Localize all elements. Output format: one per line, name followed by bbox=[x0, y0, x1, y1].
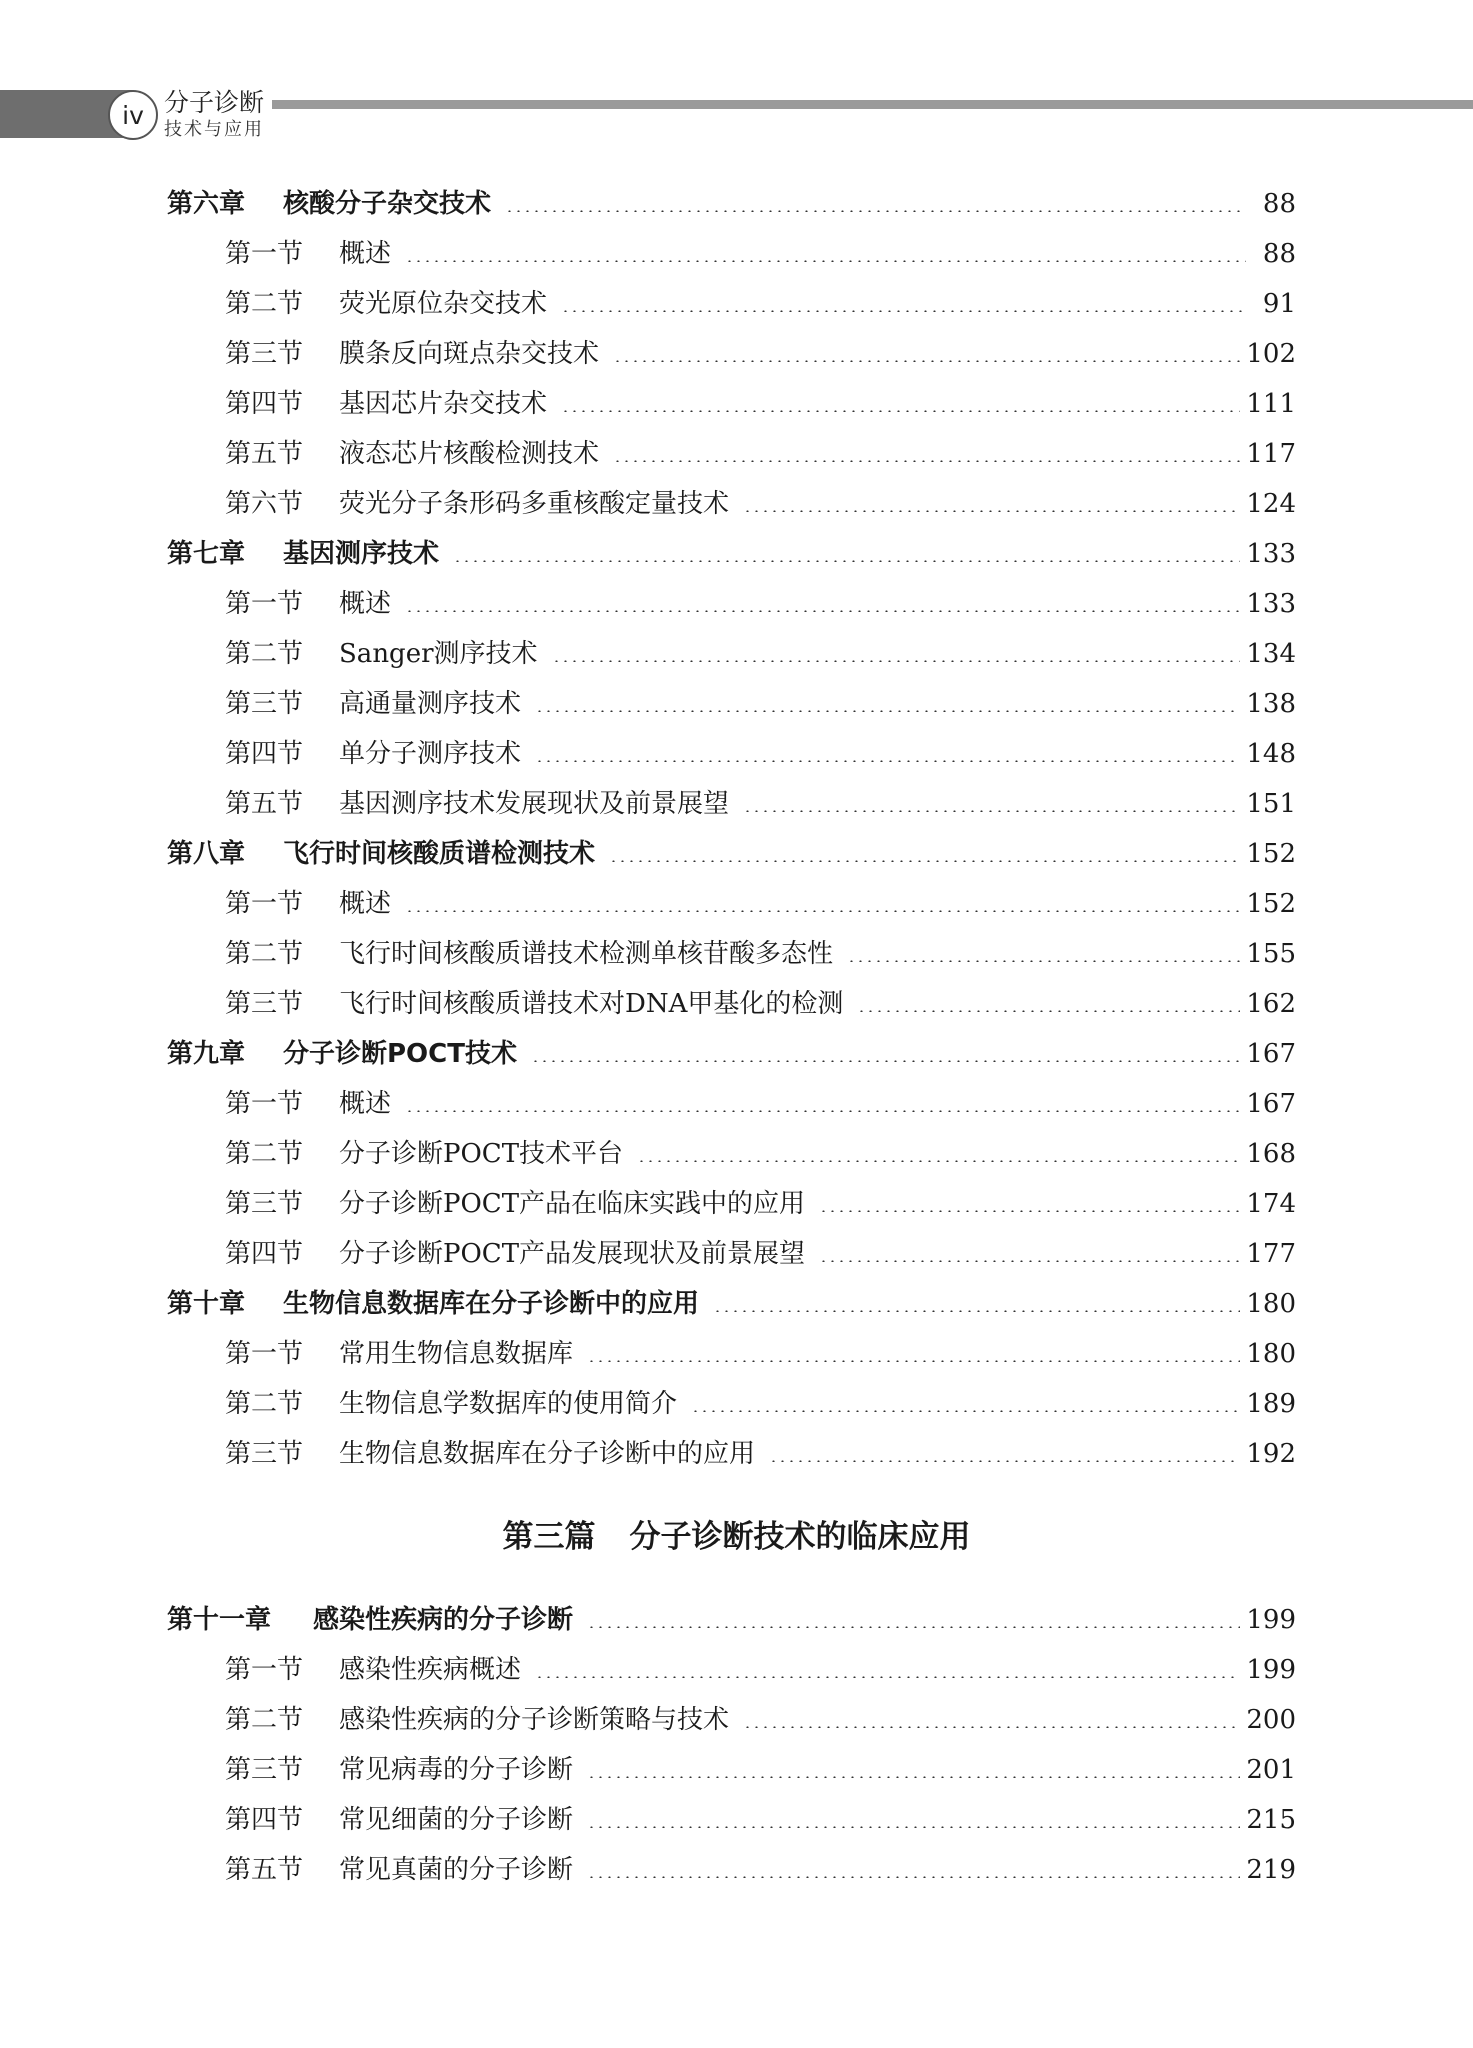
toc-entry-title: 液态芯片核酸检测技术 bbox=[339, 439, 600, 469]
toc-entry-title: 概述 bbox=[339, 239, 392, 269]
toc-section-row[interactable] bbox=[225, 1134, 1296, 1174]
toc-section-row[interactable] bbox=[225, 1800, 1296, 1840]
toc-entry-title: 概述 bbox=[339, 589, 392, 619]
toc-section-row[interactable] bbox=[225, 734, 1296, 774]
toc-entry-title: 分子诊断POCT技术平台 bbox=[339, 1139, 624, 1169]
toc-entry-page: 88 bbox=[1262, 189, 1296, 219]
dot-leader bbox=[453, 560, 1240, 562]
toc-section-row[interactable] bbox=[225, 1084, 1296, 1124]
toc-entry-title: 基因芯片杂交技术 bbox=[339, 389, 548, 419]
toc-section-row[interactable] bbox=[225, 784, 1296, 824]
toc-section-row[interactable] bbox=[225, 384, 1296, 424]
toc-entry-page: 151 bbox=[1246, 789, 1296, 819]
toc-entry-title: 基因测序技术 bbox=[283, 539, 440, 569]
toc-entry-page: 162 bbox=[1246, 989, 1296, 1019]
dot-leader bbox=[743, 810, 1240, 812]
toc-entry-label: 第四节 bbox=[225, 389, 304, 419]
toc-section-row[interactable] bbox=[225, 334, 1296, 374]
toc-entry-page: 200 bbox=[1246, 1705, 1296, 1735]
toc-entry-label: 第六章 bbox=[167, 189, 246, 219]
dot-leader bbox=[587, 1360, 1240, 1362]
toc-entry-page: 124 bbox=[1246, 489, 1296, 519]
toc-entry-title: 感染性疾病的分子诊断 bbox=[313, 1605, 574, 1635]
toc-entry-label: 第二节 bbox=[225, 289, 304, 319]
toc-entry-label: 第二节 bbox=[225, 1389, 304, 1419]
dot-leader bbox=[531, 1060, 1240, 1062]
toc-entry-title: 基因测序技术发展现状及前景展望 bbox=[339, 789, 730, 819]
part-label: 第三篇 bbox=[502, 1519, 596, 1555]
toc-entry-page: 102 bbox=[1246, 339, 1296, 369]
toc-entry-title: 分子诊断POCT产品发展现状及前景展望 bbox=[339, 1239, 806, 1269]
toc-entry-title: 飞行时间核酸质谱技术对DNA甲基化的检测 bbox=[339, 989, 844, 1019]
toc-entry-title: 生物信息数据库在分子诊断中的应用 bbox=[339, 1439, 756, 1469]
toc-entry-label: 第一节 bbox=[225, 1089, 304, 1119]
toc-entry-page: 192 bbox=[1246, 1439, 1296, 1469]
toc-section-row[interactable] bbox=[225, 1650, 1296, 1690]
toc-section-row[interactable] bbox=[225, 1850, 1296, 1890]
toc-entry-page: 155 bbox=[1246, 939, 1296, 969]
dot-leader bbox=[535, 1676, 1240, 1678]
toc-entry-page: 91 bbox=[1262, 289, 1296, 319]
toc-entry-page: 138 bbox=[1246, 689, 1296, 719]
toc-section-row[interactable] bbox=[225, 884, 1296, 924]
toc-entry-label: 第四节 bbox=[225, 1239, 304, 1269]
toc-entry-label: 第三节 bbox=[225, 1439, 304, 1469]
toc-entry-page: 189 bbox=[1246, 1389, 1296, 1419]
part-title: 分子诊断技术的临床应用 bbox=[629, 1519, 971, 1555]
toc-section-row[interactable] bbox=[225, 934, 1296, 974]
dot-leader bbox=[587, 1876, 1240, 1878]
page-number-badge bbox=[108, 90, 158, 140]
toc-entry-title: 飞行时间核酸质谱技术检测单核苷酸多态性 bbox=[339, 939, 834, 969]
toc-entry-label: 第二节 bbox=[225, 939, 304, 969]
toc-entry-page: 133 bbox=[1246, 539, 1296, 569]
toc-chapter-row[interactable] bbox=[167, 1284, 1296, 1324]
toc-entry-page: 167 bbox=[1246, 1039, 1296, 1069]
toc-entry-title: 荧光原位杂交技术 bbox=[339, 289, 548, 319]
toc-entry-title: 分子诊断POCT产品在临床实践中的应用 bbox=[339, 1189, 806, 1219]
toc-entry-title: 常用生物信息数据库 bbox=[339, 1339, 574, 1369]
toc-entry-label: 第三节 bbox=[225, 689, 304, 719]
toc-entry-title: 高通量测序技术 bbox=[339, 689, 522, 719]
toc-entry-label: 第十章 bbox=[167, 1289, 246, 1319]
toc-entry-title: 常见病毒的分子诊断 bbox=[339, 1755, 574, 1785]
toc-chapter-row[interactable] bbox=[167, 534, 1296, 574]
toc-section-row[interactable] bbox=[225, 234, 1296, 274]
toc-entry-page: 180 bbox=[1246, 1339, 1296, 1369]
toc-entry-title: 概述 bbox=[339, 889, 392, 919]
toc-entry-title: 概述 bbox=[339, 1089, 392, 1119]
toc-entry-page: 219 bbox=[1246, 1855, 1296, 1885]
dot-leader bbox=[637, 1160, 1240, 1162]
dot-leader bbox=[819, 1260, 1240, 1262]
toc-section-row[interactable] bbox=[225, 984, 1296, 1024]
toc-entry-label: 第一节 bbox=[225, 1655, 304, 1685]
toc-entry-label: 第三节 bbox=[225, 1755, 304, 1785]
toc-entry-label: 第四节 bbox=[225, 739, 304, 769]
toc-entry-title: 常见真菌的分子诊断 bbox=[339, 1855, 574, 1885]
dot-leader bbox=[405, 1110, 1240, 1112]
toc-entry-title: 生物信息数据库在分子诊断中的应用 bbox=[283, 1289, 700, 1319]
toc-section-row[interactable] bbox=[225, 1434, 1296, 1474]
toc-entry-page: 199 bbox=[1246, 1605, 1296, 1635]
dot-leader bbox=[691, 1410, 1240, 1412]
toc-entry-page: 152 bbox=[1246, 839, 1296, 869]
toc-section-row[interactable] bbox=[225, 1700, 1296, 1740]
toc-entry-title: 感染性疾病的分子诊断策略与技术 bbox=[339, 1705, 730, 1735]
toc-entry-page: 117 bbox=[1246, 439, 1296, 469]
toc-entry-label: 第一节 bbox=[225, 239, 304, 269]
toc-section-row[interactable] bbox=[225, 1334, 1296, 1374]
toc-entry-page: 167 bbox=[1246, 1089, 1296, 1119]
toc-entry-title: 膜条反向斑点杂交技术 bbox=[339, 339, 600, 369]
toc-entry-page: 177 bbox=[1246, 1239, 1296, 1269]
dot-leader bbox=[743, 1726, 1240, 1728]
toc-section-row[interactable] bbox=[225, 684, 1296, 724]
toc-entry-title: Sanger测序技术 bbox=[339, 639, 538, 669]
toc-entry-page: 133 bbox=[1246, 589, 1296, 619]
toc-entry-page: 134 bbox=[1246, 639, 1296, 669]
toc-entry-label: 第二节 bbox=[225, 1705, 304, 1735]
toc-entry-page: 174 bbox=[1246, 1189, 1296, 1219]
toc-section-row[interactable] bbox=[225, 1750, 1296, 1790]
toc-entry-label: 第一节 bbox=[225, 1339, 304, 1369]
dot-leader bbox=[405, 910, 1240, 912]
dot-leader bbox=[819, 1210, 1240, 1212]
dot-leader bbox=[743, 510, 1240, 512]
toc-entry-page: 180 bbox=[1246, 1289, 1296, 1319]
toc-entry-label: 第三节 bbox=[225, 989, 304, 1019]
toc-entry-label: 第五节 bbox=[225, 789, 304, 819]
toc-entry-label: 第三节 bbox=[225, 339, 304, 369]
dot-leader bbox=[847, 960, 1240, 962]
toc-entry-page: 148 bbox=[1246, 739, 1296, 769]
toc-entry-title: 感染性疾病概述 bbox=[339, 1655, 522, 1685]
toc-section-row[interactable] bbox=[225, 434, 1296, 474]
dot-leader bbox=[587, 1626, 1240, 1628]
toc-chapter-row[interactable] bbox=[167, 184, 1296, 224]
page-number: iv bbox=[122, 100, 144, 130]
toc-entry-label: 第四节 bbox=[225, 1805, 304, 1835]
toc-entry-label: 第二节 bbox=[225, 1139, 304, 1169]
toc-entry-page: 201 bbox=[1246, 1755, 1296, 1785]
toc-entry-label: 第八章 bbox=[167, 839, 246, 869]
toc-entry-label: 第二节 bbox=[225, 639, 304, 669]
toc-section-row[interactable] bbox=[225, 1184, 1296, 1224]
toc-entry-label: 第十一章 bbox=[167, 1605, 272, 1635]
toc-entry-label: 第一节 bbox=[225, 589, 304, 619]
toc-entry-label: 第六节 bbox=[225, 489, 304, 519]
toc-chapter-row[interactable] bbox=[167, 1600, 1296, 1640]
toc-entry-label: 第五节 bbox=[225, 1855, 304, 1885]
toc-entry-title: 分子诊断POCT技术 bbox=[283, 1039, 517, 1069]
dot-leader bbox=[405, 260, 1246, 262]
dot-leader bbox=[561, 410, 1240, 412]
toc-section-row[interactable] bbox=[225, 484, 1296, 524]
dot-leader bbox=[613, 460, 1240, 462]
toc-section-row[interactable] bbox=[225, 1384, 1296, 1424]
dot-leader bbox=[535, 710, 1240, 712]
dot-leader bbox=[587, 1826, 1240, 1828]
toc-section-row[interactable] bbox=[225, 634, 1296, 674]
dot-leader bbox=[552, 660, 1241, 662]
header-rule bbox=[272, 100, 1473, 109]
toc-entry-label: 第九章 bbox=[167, 1039, 246, 1069]
dot-leader bbox=[587, 1776, 1240, 1778]
toc-entry-title: 飞行时间核酸质谱检测技术 bbox=[283, 839, 596, 869]
toc-entry-page: 199 bbox=[1246, 1655, 1296, 1685]
toc-entry-label: 第三节 bbox=[225, 1189, 304, 1219]
toc-chapter-row[interactable] bbox=[167, 834, 1296, 874]
toc-entry-page: 88 bbox=[1262, 239, 1296, 269]
toc-entry-page: 152 bbox=[1246, 889, 1296, 919]
dot-leader bbox=[713, 1310, 1240, 1312]
dot-leader bbox=[613, 360, 1240, 362]
book-title: 分子诊断 bbox=[164, 88, 265, 117]
toc-entry-page: 168 bbox=[1246, 1139, 1296, 1169]
toc-section-row[interactable] bbox=[225, 1234, 1296, 1274]
toc-entry-label: 第五节 bbox=[225, 439, 304, 469]
dot-leader bbox=[857, 1010, 1240, 1012]
book-subtitle: 技术与应用 bbox=[164, 119, 264, 140]
toc-entry-title: 生物信息学数据库的使用简介 bbox=[339, 1389, 678, 1419]
dot-leader bbox=[609, 860, 1240, 862]
dot-leader bbox=[405, 610, 1240, 612]
dot-leader bbox=[769, 1460, 1240, 1462]
toc-entry-title: 核酸分子杂交技术 bbox=[283, 189, 492, 219]
toc-entry-title: 单分子测序技术 bbox=[339, 739, 522, 769]
dot-leader bbox=[561, 310, 1246, 312]
toc-entry-label: 第七章 bbox=[167, 539, 246, 569]
toc-entry-page: 111 bbox=[1246, 389, 1296, 419]
toc-entry-page: 215 bbox=[1246, 1805, 1296, 1835]
part-heading bbox=[0, 1515, 1473, 1559]
toc-section-row[interactable] bbox=[225, 584, 1296, 624]
dot-leader bbox=[505, 210, 1246, 212]
toc-entry-label: 第一节 bbox=[225, 889, 304, 919]
toc-entry-title: 常见细菌的分子诊断 bbox=[339, 1805, 574, 1835]
toc-entry-title: 荧光分子条形码多重核酸定量技术 bbox=[339, 489, 730, 519]
dot-leader bbox=[535, 760, 1240, 762]
toc-section-row[interactable] bbox=[225, 284, 1296, 324]
toc-chapter-row[interactable] bbox=[167, 1034, 1296, 1074]
